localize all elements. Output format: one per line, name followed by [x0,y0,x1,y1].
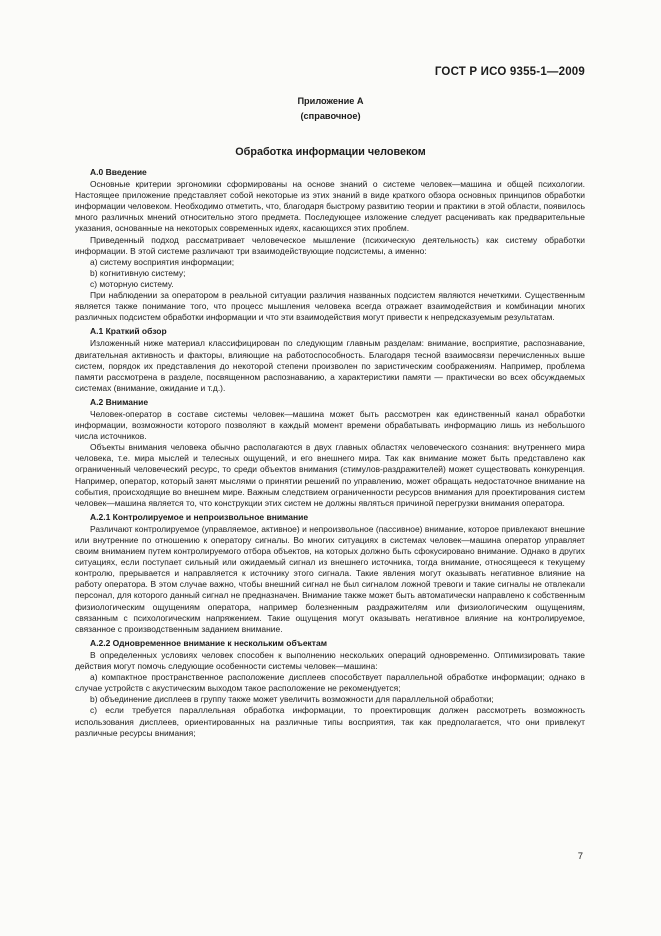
section-heading-a21: А.2.1 Контролируемое и непроизвольное внимание [90,511,309,522]
section-heading-a0: А.0 Введение [90,167,147,177]
section-heading-a22: А.2.2 Одновременное внимание к нескольким объектам [90,637,327,648]
paragraph: Объекты внимания человека обычно располагаются в двух главных областях человеческого сознания: внутреннего мира человека, т.е. мира мыслей и телесных ощущений, и его внешнего мира. Так как внимание может быть представлено как ограниченный человеческий ресурс, то среди объектов внимания (стимулов-раздражителей) может существовать конкуренция. Например, оператор, который занят мыслями о принятии решений по управлению, может обращать недостаточное внимание на события, происходящие во внешнем мире. Важным следствием ограниченности ресурсов внимания для проектирования систем человек—машина является то, что конструкции этих систем не должны являться причиной перегрузки внимания оператора. [75,442,585,508]
page-number: 7 [577,851,583,862]
paragraph: В определенных условиях человек способен к выполнению нескольких операций одновременно. Оптимизировать такие действия могут помочь следующие особенности системы человек—машина: [75,649,585,672]
appendix-note: (справочное) [300,111,361,121]
paragraph: Изложенный ниже материал классифицирован по следующим главным разделам: внимание, восприятие, распознавание, двигательная активность и факторы, влияющие на работоспособность. Благодаря тесной взаимосвязи перечисленных выше систем, порядок их представления до некоторой степени произволен по заристическим соображениям. Например, проблема памяти рассмотрена в разделе, посвященном распознаванию, а характеристики памяти — практически во всех обсуждаемых системах (внимание, ожидание и т.д.). [75,338,585,393]
standard-header: ГОСТ Р ИСО 9355-1—2009 [434,66,585,78]
paragraph: Различают контролируемое (управляемое, активное) и непроизвольное (пассивное) внимание, которое привлекают внешние или внутренние по отношению к оператору сигналы. Во многих ситуациях в системах человек—машина оператор управляет своим вниманием путем контролируемого отбора объектов, на которых должно быть сфокусировано внимание. Однако в других ситуациях, если поступает сильный или ожидаемый сигнал из внешнего источника, тогда внимание, относящееся к текущему контролю, прерывается и направляется к источнику этого сигнала. Такие явления могут оказывать негативное влияние на работу оператора. В этом случае важно, чтобы внешний сигнал не был сигналом ложной тревоги и такие сигналы не отвлекали персонал, для которого данный сигнал не предназначен. Внимание также может быть автоматически направлено к собственным физиологическим ощущениям оператора, например болезненным раздражителям или физиологическим ощущениям, связанным с психологическим напряжением. Такие ощущения могут оказывать негативное влияние на контролируемое, связанное с производственным заданием внимание. [75,523,585,634]
list-item: c) моторную систему. [90,278,174,289]
list-item: b) когнитивную систему; [90,267,186,278]
paragraph: При наблюдении за оператором в реальной ситуации различия названных подсистем являются нечеткими. Существенным является также понимание того, что процесс мышления человека всегда отражает взаимодействия и комбинации многих различных подсистем обработки информации и что эти взаимодействия могут привести к непредсказуемым результатам. [75,290,585,323]
appendix-block [0,94,661,124]
appendix-label: Приложение А [297,96,364,106]
section-heading-a2: А.2 Внимание [90,396,149,407]
document-body [75,164,585,739]
paragraph: Основные критерии эргономики сформированы на основе знаний о системе человек—машина и общей психологии. Настоящее приложение представляет собой некоторые из этих знаний в виде краткого обзора основных принципов обработки информации человеком. Необходимо отметить, что, благодаря быстрому развитию теории и практики в этой области, появилось много различных мнений относительно этого предмета. Последующее изложение следует расценивать как предварительные указания, основанные на некоторых современных идеях, касающихся этих проблем. [75,179,585,234]
list-item: a) систему восприятия информации; [90,256,235,267]
document-title: Обработка информации человеком [235,146,426,158]
paragraph: Человек-оператор в составе системы человек—машина может быть рассмотрен как единственный канал обработки информации, возможности которого позволяют в каждый момент времени обрабатывать информацию лишь из небольшого числа источников. [75,408,585,442]
list-item: a) компактное пространственное расположение дисплеев способствует параллельной обработке информации; однако в случае устройств с акустическим выходом такое расположение не рекомендуется; [75,672,585,694]
list-item: c) если требуется параллельная обработка информации, то проектировщик должен рассмотреть возможность использования дисплеев, ориентированных на различные типы восприятия, так как предполагается, что они привлекут различные ресурсы внимания; [75,705,585,738]
paragraph: Приведенный подход рассматривает человеческое мышление (психическую деятельность) как систему обработки информации. В этой системе различают три взаимодействующие подсистемы, а именно: [75,234,585,256]
list-item: b) объединение дисплеев в группу также может увеличить возможности для параллельной обработки; [90,694,494,705]
section-heading-a1: А.1 Краткий обзор [90,326,167,337]
